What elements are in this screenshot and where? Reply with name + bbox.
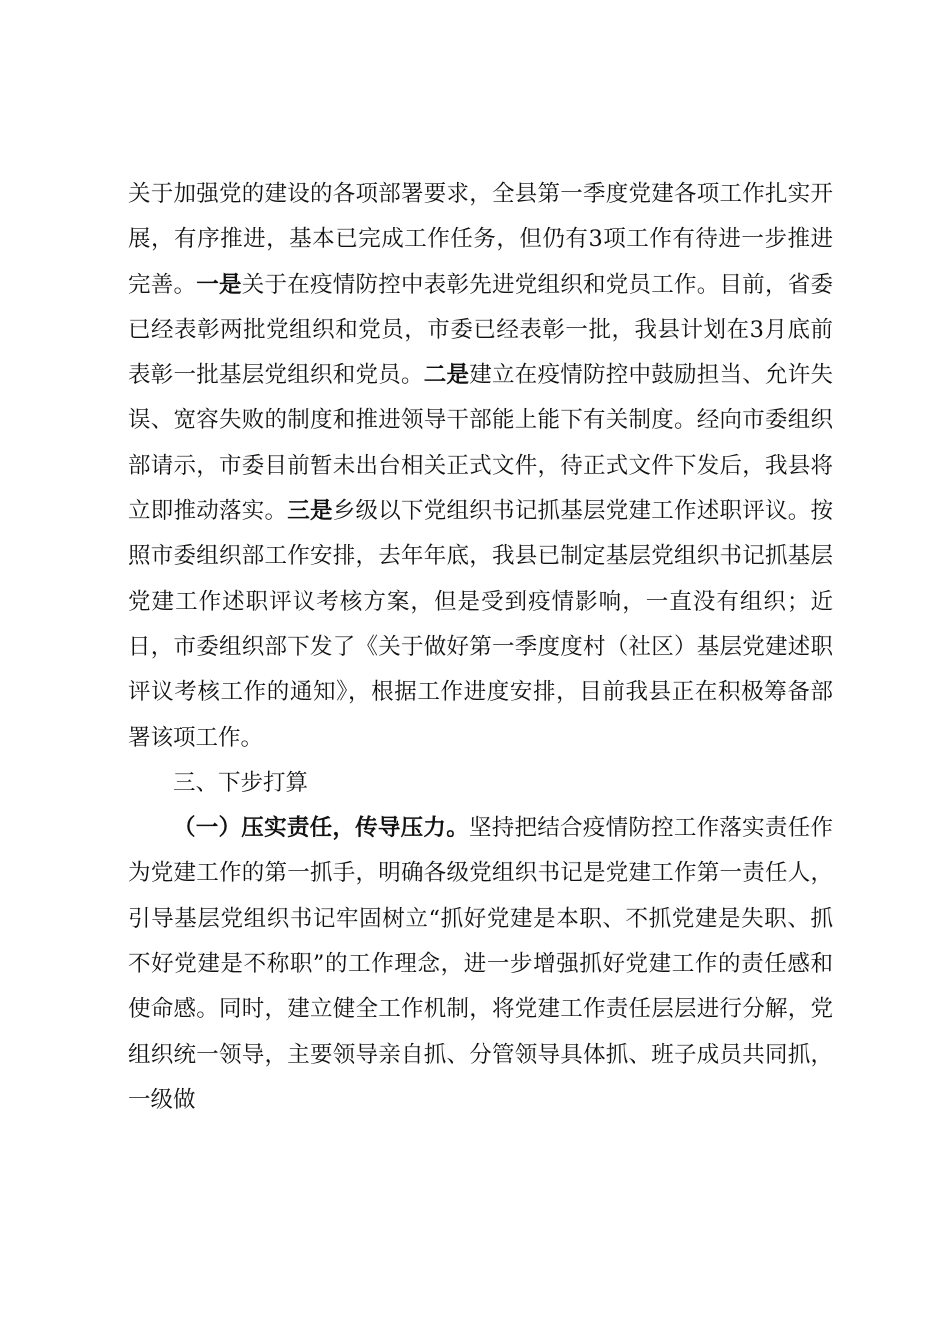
- section-heading-next-steps: 三、下步打算: [173, 769, 309, 796]
- text-run: 关于加强党的建设的各项部署要求，全县第一季度党建各项工作扎实开展，有序推进，基本已完成工作任务，但仍有3项工作有待进一步推进完善。: [128, 181, 833, 298]
- text-run: 建立在疫情防控中鼓励担当、允许失误、宽容失败的制度和推进领导干部能上能下有关制度。经向市委组织部请示，市委目前暂未出台相关正式文件，待正式文件下发后，我县将立即推动落实。: [128, 362, 833, 525]
- bold-lead-first: 一是: [196, 271, 242, 298]
- text-run: 坚持把结合疫情防控工作落实责任作为党建工作的第一抓手，明确各级党组织书记是党建工作第一责任人，引导基层党组织书记牢固树立“抓好党建是本职、不抓党建是失职、抓不好党建是不称职”的工作理念，进一步增强抓好党建工作的责任感和使命感。同时，建立健全工作机制，将党建工作责任层层进行分解，党组织统一领导，主要领导亲自抓、分管领导具体抓、班子成员共同抓，一级做: [128, 815, 833, 1113]
- bold-lead-third: 三是: [287, 498, 333, 525]
- document-body: [128, 172, 833, 1123]
- bold-subheading: （一）压实责任，传导压力。: [173, 815, 469, 842]
- text-run: 关于在疫情防控中表彰先进党组织和党员工作。目前，省委已经表彰两批党组织和党员，市委已经表彰一批，我县计划在3月底前表彰一批基层党组织和党员。: [128, 271, 833, 389]
- bold-lead-second: 二是: [423, 362, 470, 389]
- paragraph-responsibility: [128, 806, 833, 1123]
- paragraph-pending-work: [128, 172, 833, 761]
- text-run: 乡级以下党组织书记抓基层党建工作述职评议。按照市委组织部工作安排，去年年底，我县已制定基层党组织书记抓基层党建工作述职评议考核方案，但是受到疫情影响，一直没有组织；近日，市委组织部下发了《关于做好第一季度度村（社区）基层党建述职评议考核工作的通知》，根据工作进度安排，目前我县正在积极筹备部署该项工作。: [128, 498, 833, 751]
